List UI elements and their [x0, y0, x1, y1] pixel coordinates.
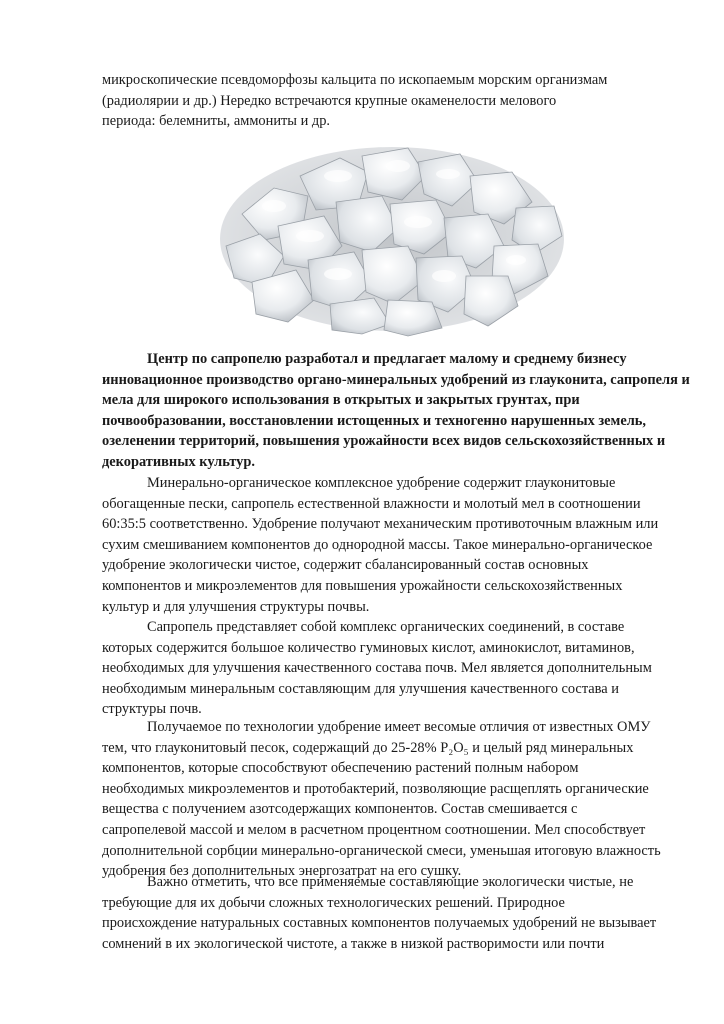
text-line: происхождение натуральных составных компонентов получаемых удобрений не вызывает	[102, 915, 657, 932]
text-line: структуры почв.	[102, 701, 202, 718]
ecology-note-paragraph	[102, 872, 657, 954]
text-line: сомнений в их экологической чистоте, а также в низкой растворимости или почти	[102, 935, 605, 952]
text-line: (радиолярии и др.) Нередко встречаются крупные окаменелости мелового	[102, 92, 557, 109]
text-line: компонентов, которые способствуют обеспечению растений полным набором	[102, 760, 579, 777]
text-line: которых содержится большое количество гуминовых кислот, аминокислот, витаминов,	[102, 639, 635, 656]
chalk-pieces-image	[212, 136, 572, 338]
text-line: сапропелевой массой и мелом в расчетном процентном соотношении. Мел способствует	[102, 821, 646, 838]
text-line: 60:35:5 соответственно. Удобрение получают механическим противоточным влажным или	[102, 516, 659, 533]
text-line: озеленении территорий, повышения урожайности всех видов сельскохозяйственных и	[102, 433, 666, 450]
text-line: сухим смешиванием компонентов до однородной массы. Такое минерально-органическое	[102, 536, 653, 553]
text-line: декоративных культур.	[102, 453, 255, 470]
text-line: необходимых для улучшения качественного состава почв. Мел является дополнительным	[102, 660, 652, 677]
text-line: компонентов и микроэлементов для повышения урожайности сельскохозяйственных	[102, 577, 623, 594]
text-line: обогащенные пески, сапропель естественной влажности и молотый мел в соотношении	[102, 495, 641, 512]
text-line: микроскопические псевдоморфозы кальцита по ископаемым морским организмам	[102, 72, 608, 88]
text-line: тем, что глауконитовый песок, содержащий до 25-28% P₂O₅ и целый ряд минеральных	[102, 739, 634, 756]
text-line: культур и для улучшения структуры почвы.	[102, 598, 370, 615]
text-line: Сапропель представляет собой комплекс органических соединений, в составе	[147, 619, 625, 635]
center-paragraph	[102, 349, 690, 473]
text-line: мела для широкого использования в открытых и закрытых грунтах, при	[102, 392, 580, 409]
text-line: Центр по сапропелю разработал и предлагает малому и среднему бизнесу	[147, 351, 627, 367]
intro-paragraph	[102, 70, 647, 132]
text-line: вещества с получением азотсодержащих компонентов. Состав смешивается с	[102, 801, 578, 818]
technology-result-paragraph	[102, 717, 661, 882]
text-line: инновационное производство органо-минеральных удобрений из глауконита, сапропеля и	[102, 371, 690, 388]
text-line: Получаемое по технологии удобрение имеет весомые отличия от известных ОМУ	[147, 719, 651, 735]
text-line: Минерально-органическое комплексное удобрение содержит глауконитовые	[147, 475, 616, 491]
text-line: удобрение экологически чистое, содержит сбалансированный состав основных	[102, 557, 589, 574]
text-line: Важно отметить, что все применяемые составляющие экологически чистые, не	[147, 874, 634, 890]
text-line: необходимых микроэлементов и протобактерий, позволяющие расщеплять органические	[102, 780, 649, 797]
sapropel-paragraph	[102, 617, 652, 720]
text-line: удобрения без дополнительных энергозатрат на его сушку.	[102, 863, 462, 880]
text-line: дополнительной сорбции минерально-органической смеси, уменьшая итоговую влажность	[102, 842, 661, 859]
text-line: периода: белемниты, аммониты и др.	[102, 113, 330, 130]
mineral-fertilizer-paragraph	[102, 473, 659, 617]
text-line: необходимым минеральным составляющим для улучшения качественного состава и	[102, 680, 619, 697]
text-line: почвообразовании, восстановлении истощенных и техногенно нарушенных земель,	[102, 412, 647, 429]
text-line: требующие для их добычи сложных технологических решений. Природное	[102, 894, 565, 911]
